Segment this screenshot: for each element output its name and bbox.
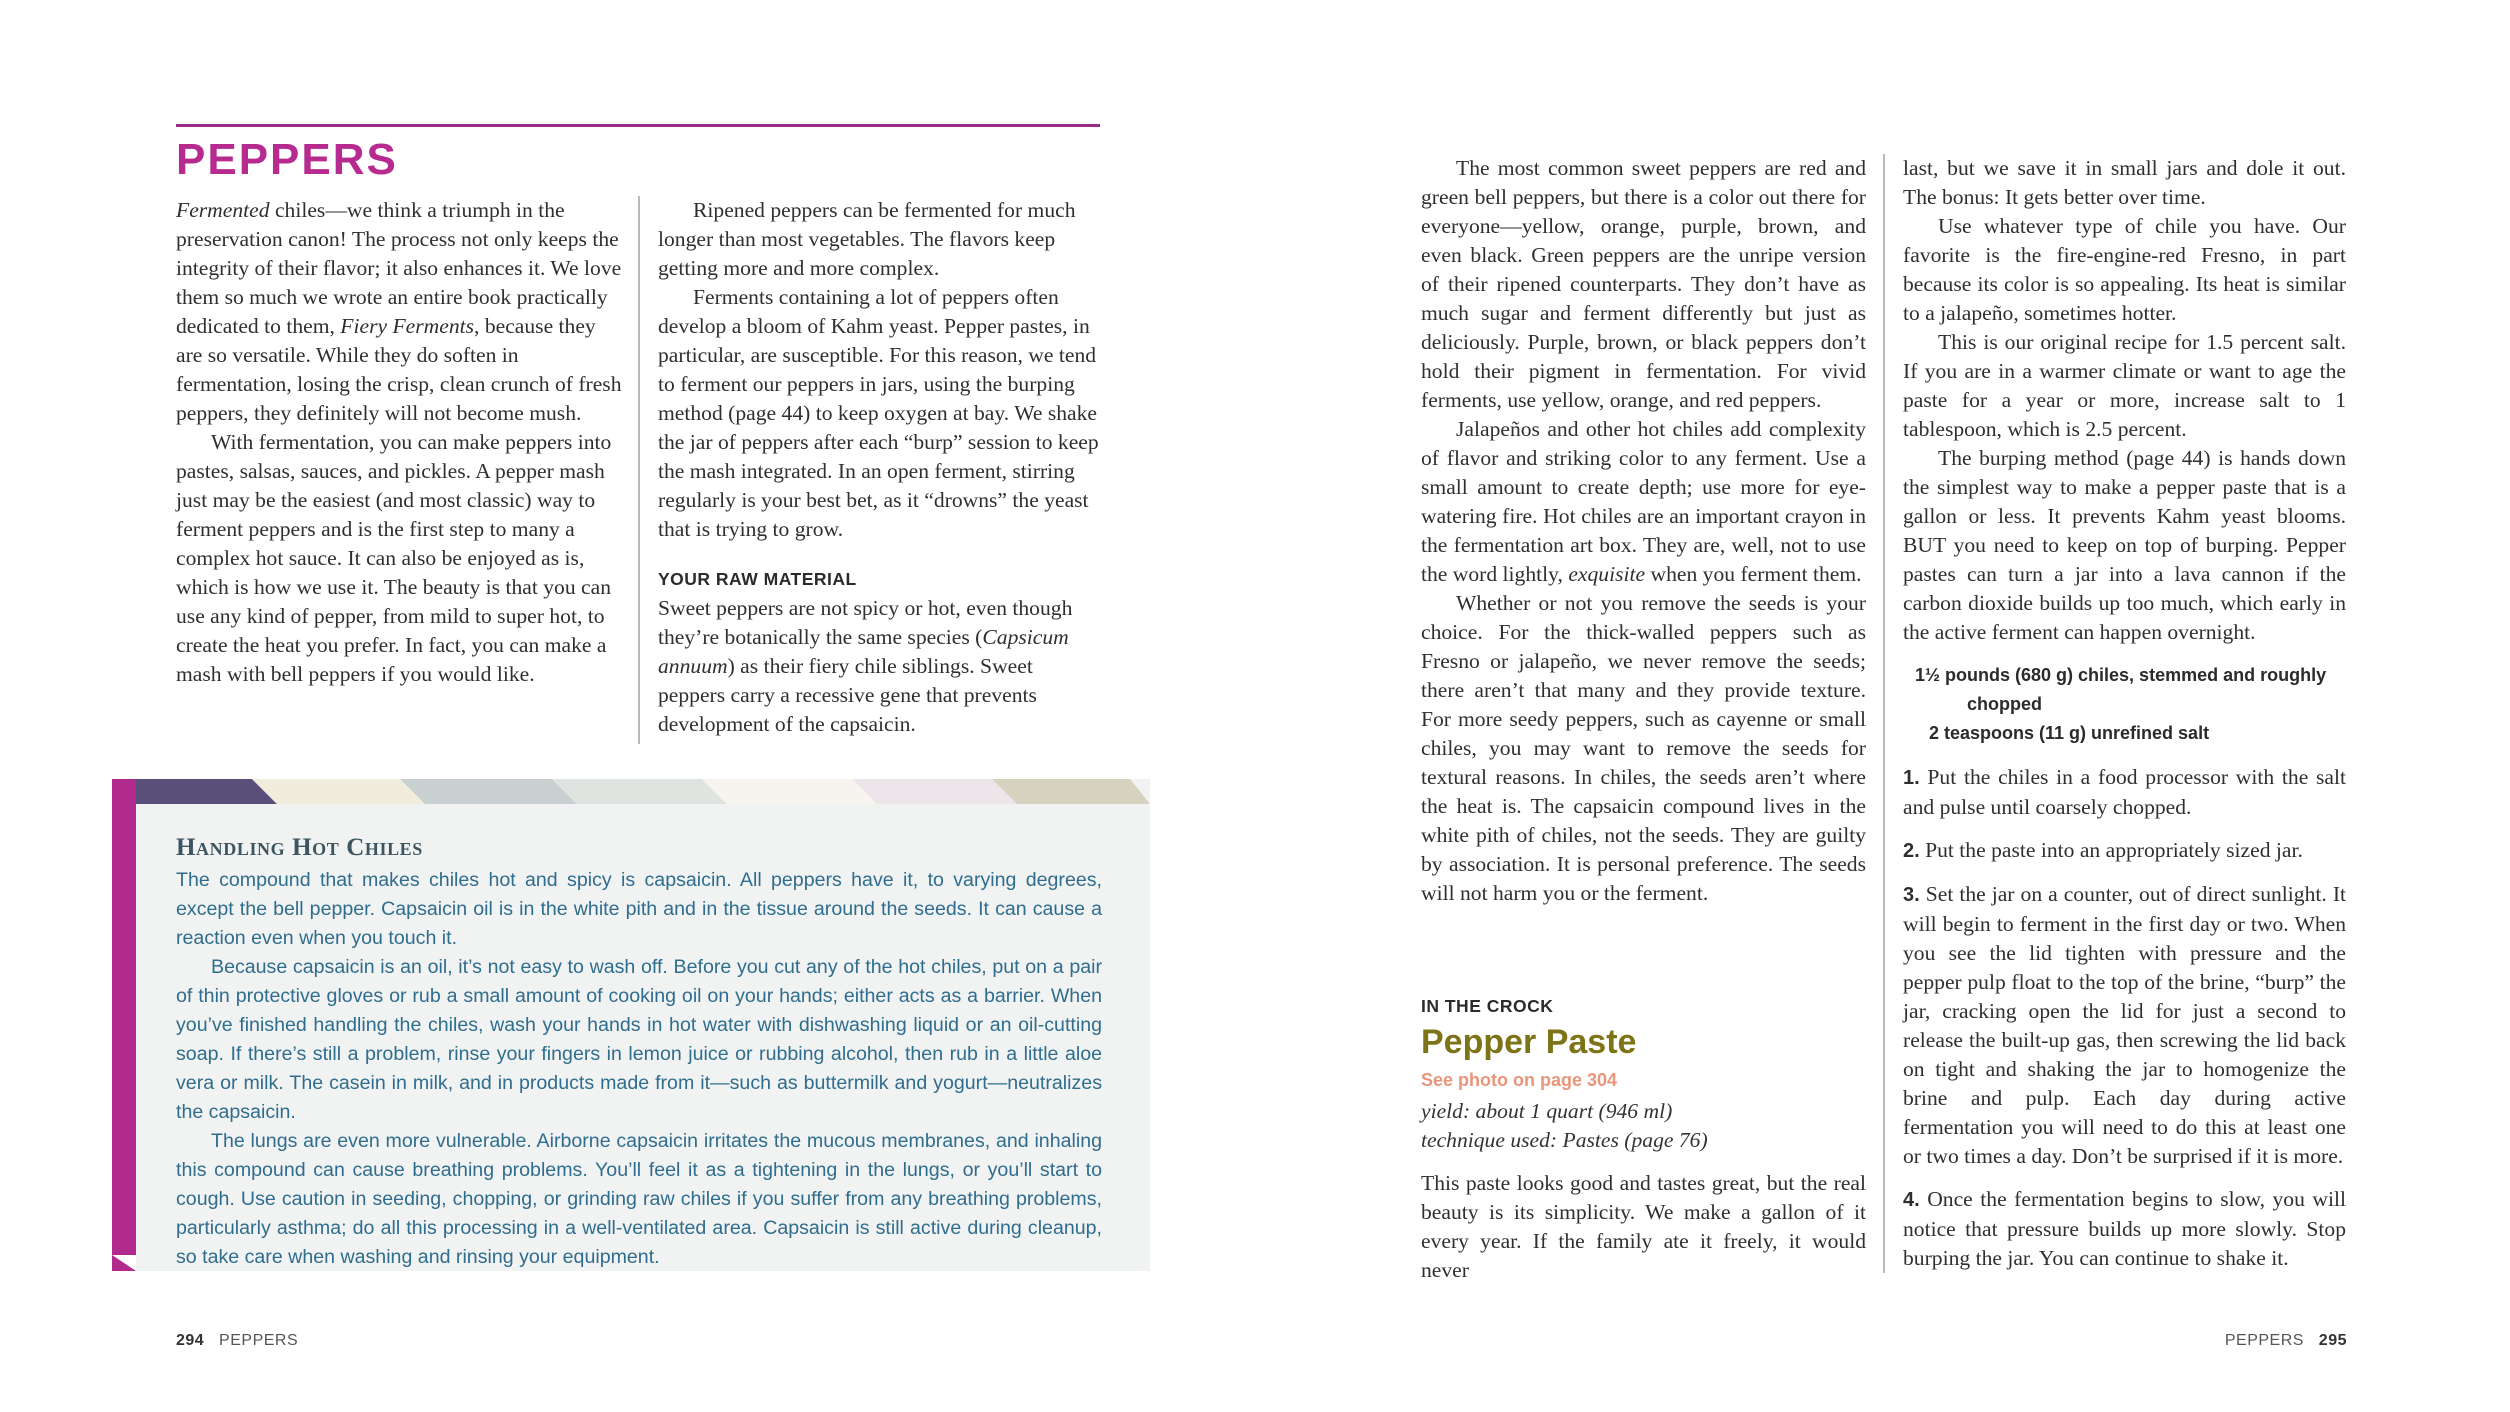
paragraph: This is our original recipe for 1.5 percent salt. If you are in a warmer climate or want to age the paste for a year or more, increase salt to 1 tablespoon, which is 2.5 percent.	[1903, 330, 2346, 441]
sidebar-body	[176, 866, 1102, 1272]
emphasis: Fermented	[176, 198, 270, 222]
right-column-1	[1421, 154, 1866, 908]
text: ) as their fiery chile siblings. Sweet peppers carry a recessive gene that prevents development of the capsaicin.	[658, 654, 1037, 736]
paragraph: This paste looks good and tastes great, but the real beauty is its simplicity. We make a gallon of it every year. If the family ate it freely, it would never	[1421, 1171, 1866, 1282]
step-text: Set the jar on a counter, out of direct sunlight. It will begin to ferment in the first day or two. When you see the lid tighten with pressure and the pepper pulp float to the top of the brine, “burp” the jar, cracking open the lid for just a second to release the built-up gas, then screwing the lid back on tight and shaking the jar to homogenize the brine and pulp. Each day during active fermentation you will need to do this at least one or two times a day. Don’t be surprised if it is more.	[1903, 882, 2347, 1168]
recipe-steps	[1903, 763, 2346, 1273]
paragraph: Use whatever type of chile you have. Our favorite is the fire-engine-red Fresno, in part because its color is so appealing. Its heat is similar to a jalapeño, sometimes hotter.	[1903, 214, 2346, 325]
paragraph: The compound that makes chiles hot and spicy is capsaicin. All peppers have it, to varying degrees, except the bell pepper. Capsaicin oil is in the white pith and in the tissue around the seeds. It can cause a reaction even when you touch it.	[176, 869, 1102, 949]
paragraph: Ferments containing a lot of peppers often develop a bloom of Kahm yeast. Pepper pastes, in particular, are susceptible. For this reason, we tend to ferment our peppers in jars, using the burping method (page 44) to keep oxygen at bay. We shake the jar of peppers after each “burp” session to keep the mash integrated. In an open ferment, stirring regularly is your best bet, as it “drowns” the yeast that is trying to grow.	[658, 285, 1099, 541]
sidebar-accent-bar	[112, 779, 136, 1271]
paragraph: The most common sweet peppers are red and green bell peppers, but there is a color out there for everyone—yellow, orange, purple, brown, and even black. Green peppers are the unripe version of their ripened counterparts. They don’t have as much sugar and ferment differently but just as deliciously. Purple, brown, or black peppers don’t hold their pigment in fermentation. For vivid ferments, use yellow, orange, and red peppers.	[1421, 156, 1866, 412]
step-text: Once the fermentation begins to slow, you will notice that pressure builds up more slowly. Stop burping the jar. You can continue to shake it.	[1903, 1187, 2346, 1270]
title-rule	[176, 124, 1100, 127]
paragraph: Ripened peppers can be fermented for much longer than most vegetables. The flavors keep getting more and more complex.	[658, 198, 1076, 280]
step-text: Put the chiles in a food processor with the salt and pulse until coarsely chopped.	[1903, 765, 2346, 819]
column-divider	[1883, 154, 1885, 1273]
crock-label: IN THE CROCK	[1421, 996, 1554, 1016]
step-number: 4.	[1903, 1189, 1920, 1211]
right-column-1-lower	[1421, 1169, 1866, 1285]
running-head: PEPPERS	[2224, 1332, 2304, 1349]
paragraph: Because capsaicin is an oil, it’s not easy to wash off. Before you cut any of the hot chiles, put on a pair of thin protective gloves or rub a small amount of cooking oil on your hands; either acts as a barrier. When you’ve finished handling the chiles, wash your hands in hot water with dishwashing liquid or an oil-cutting soap. If there’s still a problem, rinse your fingers in lemon juice or rubbing alcohol, then rub in a little aloe vera or milk. The casein in milk, and in products made from it—such as buttermilk and yogurt—neutralizes the capsaicin.	[176, 956, 1102, 1123]
step-number: 1.	[1903, 767, 1920, 789]
species-name: Capsicum annuum	[658, 625, 1069, 678]
step	[1903, 880, 2346, 1171]
step-number: 2.	[1903, 840, 1920, 862]
paragraph: The lungs are even more vulnerable. Airborne capsaicin irritates the mucous membranes, and inhaling this compound can cause breathing problems. You’ll feel it as a tightening in the lungs, or you’ll start to cough. Use caution in seeding, chopping, or grinding raw chiles if you suffer from any breathing problems, particularly asthma; do all this processing in a well-ventilated area. Capsaicin is still active during cleanup, so take care when washing and rinsing your equipment.	[176, 1130, 1102, 1268]
step	[1903, 836, 2346, 866]
recipe-yield: yield: about 1 quart (946 ml)	[1421, 1099, 1673, 1123]
paragraph: With fermentation, you can make peppers into pastes, salsas, sauces, and pickles. A pepper mash just may be the easiest (and most classic) way to ferment peppers and is the first step to many a complex hot sauce. It can also be enjoyed as is, which is how we use it. The beauty is that you can use any kind of pepper, from mild to super hot, to create the heat you prefer. In fact, you can make a mash with bell peppers if you would like.	[176, 430, 612, 686]
paragraph	[658, 594, 1104, 739]
emphasis: exquisite	[1568, 562, 1646, 586]
text: Jalapeños and other hot chiles add complexity of flavor and striking color to any ferment. Use a small amount to create depth; use more for eye-watering fire. Hot chiles are an important crayon in the fermentation art box. They are, well, not to use the word lightly,	[1421, 417, 1866, 586]
column-divider	[638, 196, 640, 744]
paragraph: The burping method (page 44) is hands down the simplest way to make a pepper paste that is a gallon or less. It prevents Kahm yeast blooms. BUT you need to keep on top of burping. Pepper pastes can turn a jar into a lava cannon if the carbon dioxide builds up too much, which early in the active ferment can happen overnight.	[1903, 446, 2346, 644]
recipe-title: Pepper Paste	[1421, 1023, 1637, 1061]
book-title: Fiery Ferments	[340, 314, 475, 338]
sidebar-color-band	[112, 779, 1150, 804]
sidebar-title: Handling Hot Chiles	[176, 834, 423, 861]
ingredient-list	[1915, 661, 2340, 748]
text: when you ferment them.	[1645, 562, 1862, 586]
step-number: 3.	[1903, 884, 1920, 906]
photo-reference: See photo on page 304	[1421, 1070, 1618, 1090]
page-number: 294	[176, 1332, 205, 1349]
sidebar-corner	[112, 1255, 136, 1271]
ingredient-item: 2 teaspoons (11 g) unrefined salt	[1929, 723, 2210, 743]
step	[1903, 1185, 2346, 1273]
ingredient-item: 1½ pounds (680 g) chiles, stemmed and roughly chopped	[1915, 665, 2327, 714]
text: Sweet peppers are not spicy or hot, even though they’re botanically the same species (	[658, 596, 1073, 649]
left-column-1	[176, 196, 622, 689]
footer-right	[2100, 1332, 2347, 1350]
step	[1903, 763, 2346, 822]
running-head: PEPPERS	[219, 1332, 299, 1349]
page-number: 295	[2318, 1332, 2347, 1349]
recipe-technique: technique used: Pastes (page 76)	[1421, 1128, 1708, 1152]
right-column-2	[1903, 154, 2346, 647]
paragraph	[176, 196, 622, 428]
text: , because they are so versatile. While they do soften in fermentation, losing the crisp, clean crunch of fresh peppers, they definitely will not become mush.	[176, 314, 622, 425]
section-heading: YOUR RAW MATERIAL	[658, 569, 857, 589]
page-title: PEPPERS	[176, 135, 398, 184]
paragraph: last, but we save it in small jars and dole it out. The bonus: It gets better over time.	[1903, 156, 2346, 209]
footer-left	[176, 1332, 298, 1350]
paragraph: Whether or not you remove the seeds is your choice. For the thick-walled peppers such as Fresno or jalapeño, we never remove the seeds; there aren’t that many and they provide texture. For more seedy peppers, such as cayenne or small chiles, you may want to remove the seeds for textural reasons. In chiles, the seeds aren’t where the heat is. The capsaicin compound lives in the white pith of chiles, not the seeds. They are guilty by association. It is personal preference. The seeds will not harm you or the ferment.	[1421, 591, 1866, 905]
step-text: Put the paste into an appropriately sized jar.	[1925, 838, 2303, 862]
left-column-2	[658, 196, 1104, 739]
text: chiles—we think a triumph in the preservation canon! The process not only keeps the integrity of their flavor; it also enhances it. We love them so much we wrote an entire book practically dedicated to them,	[176, 198, 622, 338]
paragraph	[1421, 415, 1866, 589]
